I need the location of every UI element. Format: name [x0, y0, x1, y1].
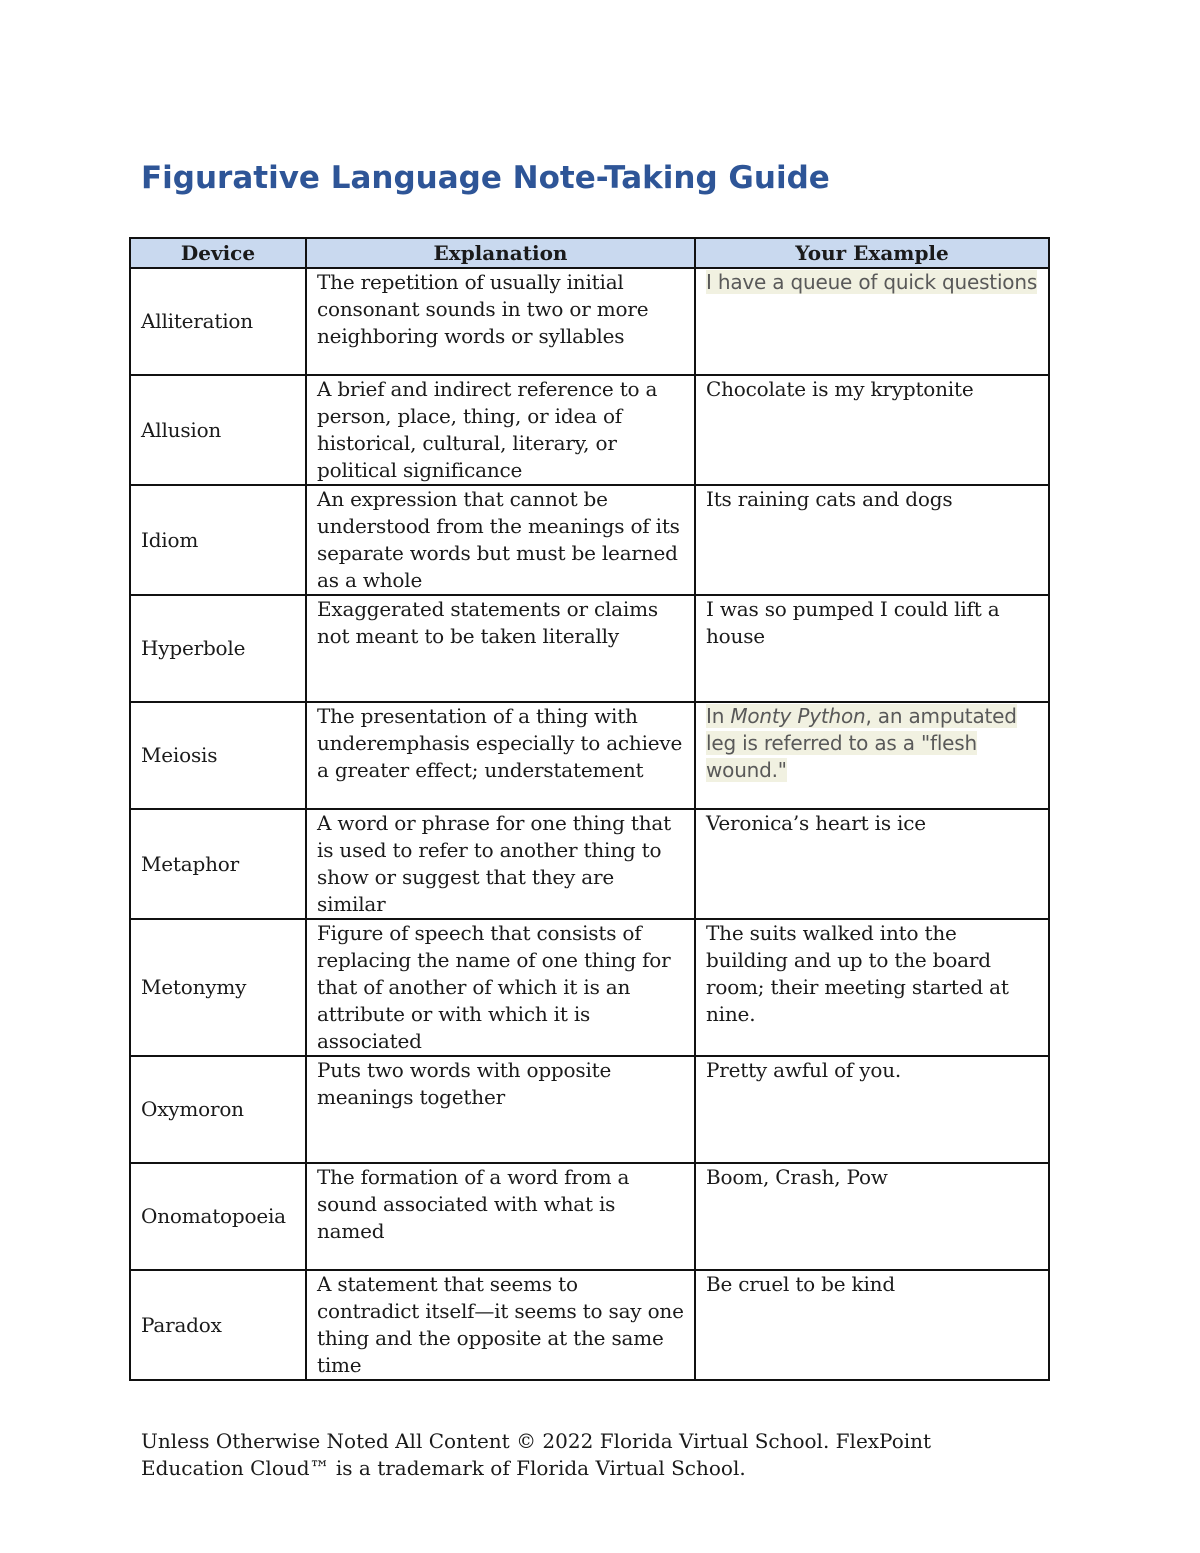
device-cell: Alliteration: [130, 268, 306, 375]
explanation-cell: The repetition of usually initial consonant sounds in two or more neighboring words or syllables: [306, 268, 695, 375]
table-row: [130, 1270, 1049, 1380]
column-header-example: Your Example: [695, 238, 1049, 268]
example-cell[interactable]: I was so pumped I could lift a house: [695, 595, 1049, 702]
page-title: Figurative Language Note-Taking Guide: [141, 160, 830, 196]
highlighted-example-suffix: , an amputated leg is referred to as a "flesh wound.": [706, 704, 1017, 782]
example-cell[interactable]: Pretty awful of you.: [695, 1056, 1049, 1163]
explanation-cell: A word or phrase for one thing that is used to refer to another thing to show or suggest that they are similar: [306, 809, 695, 919]
example-cell[interactable]: [695, 702, 1049, 809]
example-cell[interactable]: Chocolate is my kryptonite: [695, 375, 1049, 485]
device-cell: Allusion: [130, 375, 306, 485]
table-row: [130, 485, 1049, 595]
example-cell[interactable]: [695, 268, 1049, 375]
explanation-cell: An expression that cannot be understood from the meanings of its separate words but must be learned as a whole: [306, 485, 695, 595]
device-cell: Meiosis: [130, 702, 306, 809]
highlighted-example-text: I have a queue of quick questions: [706, 270, 1038, 294]
example-cell[interactable]: Veronica’s heart is ice: [695, 809, 1049, 919]
device-cell: Onomatopoeia: [130, 1163, 306, 1270]
device-cell: Paradox: [130, 1270, 306, 1380]
table-row: [130, 375, 1049, 485]
device-cell: Metonymy: [130, 919, 306, 1056]
copyright-footer: Unless Otherwise Noted All Content © 2022 Florida Virtual School. FlexPoint Education Cloud™ is a trademark of Florida Virtual School.: [141, 1429, 932, 1480]
explanation-cell: Figure of speech that consists of replacing the name of one thing for that of another of which it is an attribute or with which it is associated: [306, 919, 695, 1056]
example-cell[interactable]: Its raining cats and dogs: [695, 485, 1049, 595]
example-cell[interactable]: The suits walked into the building and up to the board room; their meeting started at nine.: [695, 919, 1049, 1056]
explanation-cell: Puts two words with opposite meanings together: [306, 1056, 695, 1163]
highlighted-example-title: Monty Python: [730, 704, 866, 728]
explanation-cell: A brief and indirect reference to a person, place, thing, or idea of historical, cultural, literary, or political significance: [306, 375, 695, 485]
explanation-cell: The formation of a word from a sound associated with what is named: [306, 1163, 695, 1270]
table-row: [130, 702, 1049, 809]
column-header-device: Device: [130, 238, 306, 268]
table-header-row: [130, 238, 1049, 268]
device-cell: Oxymoron: [130, 1056, 306, 1163]
table-row: [130, 1163, 1049, 1270]
explanation-cell: A statement that seems to contradict itself—it seems to say one thing and the opposite at the same time: [306, 1270, 695, 1380]
table-row: [130, 595, 1049, 702]
device-cell: Hyperbole: [130, 595, 306, 702]
table-row: [130, 809, 1049, 919]
table-row: [130, 1056, 1049, 1163]
table-row: [130, 268, 1049, 375]
example-cell[interactable]: Be cruel to be kind: [695, 1270, 1049, 1380]
example-cell[interactable]: Boom, Crash, Pow: [695, 1163, 1049, 1270]
table-row: [130, 919, 1049, 1056]
explanation-cell: The presentation of a thing with underemphasis especially to achieve a greater effect; understatement: [306, 702, 695, 809]
column-header-explanation: Explanation: [306, 238, 695, 268]
device-cell: Metaphor: [130, 809, 306, 919]
device-cell: Idiom: [130, 485, 306, 595]
note-taking-table: [129, 237, 1050, 1381]
explanation-cell: Exaggerated statements or claims not meant to be taken literally: [306, 595, 695, 702]
highlighted-example-prefix: In: [706, 704, 731, 728]
